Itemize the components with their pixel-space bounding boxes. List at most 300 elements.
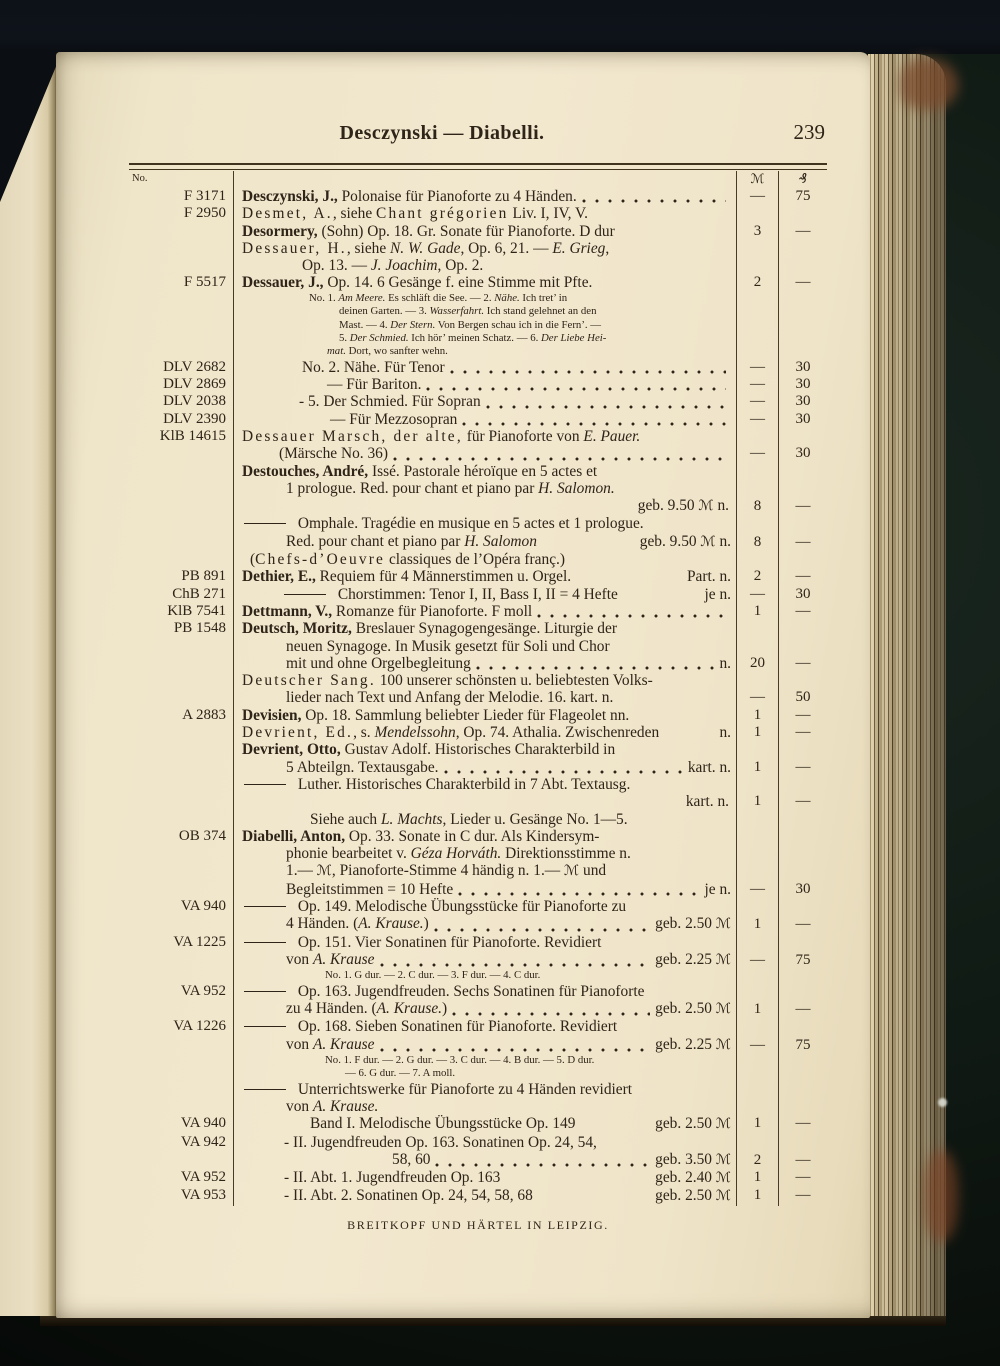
catalog-row — [129, 1187, 827, 1205]
catalog-number-cell: OB 374 — [178, 827, 226, 844]
entry-line — [242, 1134, 731, 1151]
entry-text-cell — [233, 1018, 737, 1054]
pfennig-column-header: ₰ — [778, 171, 827, 188]
text-segment: von — [286, 1097, 313, 1115]
text-segment: Géza Horváth. — [410, 845, 502, 863]
text-segment: Omphale. Tragédie en musique en 5 actes et 1 prologue. — [294, 515, 644, 533]
text-segment: 1.— — [286, 862, 317, 880]
mark-price-cell — [737, 1081, 778, 1116]
catalog-number-cell — [129, 463, 233, 516]
text-segment: lieder nach Text und Anfang der Melodie. 16. kart. n. — [286, 689, 614, 707]
dotted-leader — [462, 415, 726, 428]
mark-value: 1 — [753, 793, 762, 810]
text-segment: Dettmann, V., — [242, 602, 333, 620]
text-segment: A. Krause. — [358, 915, 424, 933]
mark-value: — — [750, 393, 765, 410]
page-number: 239 — [793, 120, 825, 144]
dotted-leader — [435, 1156, 650, 1169]
entry-text-cell — [233, 376, 737, 393]
entry-line — [242, 934, 731, 951]
text-segment: No. 1. G dur. — 2. C dur. — 3. F dur. — 4. C dur. — [325, 969, 541, 982]
entry-line — [242, 969, 731, 982]
publisher-imprint: BREITKOPF UND HÄRTEL IN LEIPZIG. — [347, 1217, 609, 1232]
pfennig-price-cell — [778, 934, 827, 970]
mark-value: 8 — [753, 498, 762, 515]
mark-price-cell — [737, 188, 778, 205]
entry-line — [242, 480, 731, 497]
pfennig-value: 30 — [795, 410, 811, 427]
text-segment: geb. 2.40 — [655, 1169, 716, 1187]
mark-value: 1 — [753, 758, 762, 775]
pfennig-value: 30 — [795, 358, 811, 375]
pfennig-value: — — [795, 274, 811, 291]
entry-text-cell — [233, 359, 737, 376]
mark-value: — — [750, 358, 765, 375]
mark-value: 1 — [753, 724, 762, 741]
text-segment: Ich hör’ meinen Schatz. — 6. — [408, 332, 541, 344]
text-segment: n. — [719, 724, 731, 742]
text-segment: Chefs-d’Oeuvre — [255, 551, 386, 569]
long-dash — [244, 784, 286, 785]
entry-line — [242, 551, 731, 568]
entry-line — [242, 223, 731, 240]
dotted-leader — [476, 659, 715, 672]
entry-line — [242, 983, 731, 1000]
catalog-row — [129, 411, 827, 428]
catalog-number-cell: VA 1225 — [173, 933, 226, 950]
entry-line — [242, 240, 731, 257]
text-segment: für Pianoforte von — [462, 428, 584, 445]
text-segment: ℳ — [564, 863, 580, 880]
no-column-header: No. — [132, 173, 148, 184]
catalog-row — [129, 376, 827, 393]
catalog-number-cell — [129, 776, 233, 811]
entry-text-cell — [233, 515, 737, 551]
text-segment: Diabelli, Anton, — [242, 827, 346, 845]
text-segment: Dessauer, J., — [242, 274, 324, 292]
pfennig-price-cell — [778, 1134, 827, 1170]
text-segment: 58, 60 — [392, 1150, 431, 1168]
catalog-row — [129, 463, 827, 516]
text-segment: Der Stern. — [390, 318, 436, 331]
entry-line — [242, 638, 731, 655]
catalog-number-cell: VA 940 — [180, 898, 226, 915]
mark-price-cell — [737, 898, 778, 934]
long-dash — [284, 594, 326, 595]
text-segment: ( — [250, 551, 256, 569]
mark-value: 20 — [750, 654, 765, 671]
mark-value: 2 — [753, 568, 762, 585]
pfennig-value: 30 — [795, 376, 811, 393]
pfennig-price-cell — [778, 776, 827, 811]
mark-value: — — [750, 410, 765, 427]
entry-text-cell — [233, 776, 737, 811]
catalog-row — [129, 620, 827, 672]
text-segment: E. Grieg — [552, 239, 606, 257]
text-segment: - II. Abt. 2. Sonatinen Op. 24, 54, 58, 68 — [284, 1187, 533, 1205]
dotted-leader — [582, 192, 726, 205]
text-segment: geb. 2.50 — [655, 1187, 716, 1205]
catalog-number-cell: DLV 2038 — [163, 393, 226, 410]
text-segment: Chant grégorien — [376, 205, 509, 223]
pfennig-value: — — [795, 1151, 811, 1168]
pfennig-value: — — [795, 602, 811, 619]
pfennig-price-cell — [778, 586, 827, 603]
pfennig-value: — — [795, 706, 811, 723]
text-segment: geb. 9.50 — [637, 497, 699, 515]
entry-line — [242, 951, 731, 969]
pfennig-price-cell — [778, 969, 827, 982]
catalog-row — [129, 223, 827, 240]
mark-value: 2 — [753, 274, 762, 291]
catalog-number-cell: KlB 7541 — [167, 602, 226, 619]
entry-line — [242, 274, 731, 291]
text-segment: ) — [442, 999, 448, 1017]
text-segment: Op. 33. Sonate in C dur. Als Kindersym- — [345, 827, 600, 845]
pfennig-price-cell — [778, 741, 827, 776]
pfennig-value: 75 — [795, 1036, 811, 1053]
catalog-number-cell — [129, 1081, 233, 1116]
entry-line — [242, 655, 731, 672]
entry-line — [242, 672, 731, 689]
mark-value: — — [750, 188, 765, 204]
header-double-rule — [129, 163, 827, 170]
text-segment: Destouches, André, — [242, 462, 369, 480]
pfennig-price-cell — [778, 188, 827, 205]
mark-price-cell — [737, 707, 778, 724]
pfennig-price-cell — [778, 515, 827, 551]
pfennig-value: 30 — [795, 393, 811, 410]
entry-text-cell — [233, 1134, 737, 1170]
mark-value: — — [750, 1036, 765, 1053]
entry-line — [242, 1054, 731, 1067]
text-segment: Deutsch, Moritz, — [242, 620, 352, 638]
dotted-leader — [486, 398, 726, 411]
text-segment: Ich stand gelehnet an den — [484, 305, 597, 318]
mark-price-cell — [737, 428, 778, 463]
page-header — [129, 122, 827, 152]
catalog-number-cell: DLV 2869 — [163, 376, 226, 393]
spacer — [576, 573, 682, 586]
text-segment: Op. 163. Jugendfreuden. Sechs Sonatinen für Pianoforte — [294, 982, 645, 1000]
entry-line — [242, 759, 731, 776]
entry-line — [242, 915, 731, 933]
text-segment: N. W. Gade — [390, 239, 461, 257]
entry-line — [242, 828, 731, 845]
table-header-row — [129, 171, 827, 188]
long-dash — [244, 1026, 286, 1027]
mark-price-cell — [737, 672, 778, 707]
mark-value: 1 — [753, 1115, 762, 1132]
spacer — [538, 1193, 650, 1206]
text-segment: Polonaise für Pianoforte zu 4 Händen. — [337, 188, 577, 205]
entry-line — [242, 603, 731, 620]
entry-text-cell — [233, 223, 737, 240]
pfennig-price-cell — [778, 724, 827, 741]
pfennig-price-cell — [778, 898, 827, 934]
text-segment: n. — [719, 654, 731, 672]
pfennig-value: 30 — [795, 445, 811, 462]
entry-text-cell — [233, 724, 737, 741]
catalog-row — [129, 969, 827, 982]
pfennig-price-cell — [778, 223, 827, 240]
entry-line — [242, 411, 731, 428]
pfennig-value: 50 — [795, 689, 811, 706]
text-segment: Issé. Pastorale héroïque en 5 actes et — [368, 462, 598, 480]
catalog-row — [129, 359, 827, 376]
text-segment: Von Bergen schau ich in die Fern’. — — [435, 318, 602, 331]
pfennig-price-cell — [778, 463, 827, 516]
catalog-row — [129, 551, 827, 568]
pfennig-value: — — [795, 498, 811, 515]
long-dash — [244, 906, 286, 907]
dotted-leader — [458, 885, 699, 898]
mark-price-cell — [737, 359, 778, 376]
entry-line — [242, 1098, 731, 1115]
catalog-number-cell — [129, 811, 233, 828]
catalog-number-cell: VA 953 — [180, 1187, 226, 1204]
catalog-row — [129, 205, 827, 222]
text-segment: 100 unserer schönsten u. beliebtesten Volks- — [375, 672, 653, 690]
catalog-number-cell: ChB 271 — [172, 585, 226, 602]
entry-line — [242, 741, 731, 758]
entry-line — [242, 881, 731, 898]
entry-text-cell — [233, 934, 737, 970]
pfennig-value: — — [795, 1115, 811, 1132]
catalog-row — [129, 1134, 827, 1170]
pfennig-price-cell — [778, 205, 827, 222]
catalog-number-cell: VA 942 — [180, 1133, 226, 1150]
dotted-leader — [537, 607, 726, 620]
long-dash — [244, 1089, 286, 1090]
mark-price-cell — [737, 223, 778, 240]
entry-line — [242, 376, 731, 393]
mark-price-cell — [737, 620, 778, 672]
pfennig-value: 75 — [795, 951, 811, 968]
text-segment: , Op. 6, 21. — — [460, 239, 553, 257]
pfennig-price-cell — [778, 828, 827, 898]
text-segment: Mendelssohn — [374, 724, 456, 742]
pfennig-value: — — [795, 1000, 811, 1017]
mark-price-cell — [737, 240, 778, 275]
catalog-number-cell — [129, 223, 233, 240]
text-segment: (Sohn) Op. 18. Gr. Sonate für Pianoforte. D dur — [317, 222, 615, 240]
text-segment: ℳ — [715, 1000, 731, 1017]
text-segment: Der Schmied. — [349, 332, 409, 344]
text-segment: No. 1. F dur. — 2. G dur. — 3. C dur. — 4. B dur. — 5. D dur. — [325, 1053, 595, 1066]
catalog-page — [56, 52, 870, 1318]
pfennig-value: — — [795, 222, 811, 239]
text-segment: L. Machts — [380, 810, 443, 828]
mark-price-cell — [737, 551, 778, 568]
pfennig-value: 30 — [795, 880, 811, 897]
text-segment: Deutscher Sang. — [242, 672, 376, 690]
entry-text-cell — [233, 551, 737, 568]
text-segment: Chorstimmen: Tenor I, II, Bass I, II = 4 Hefte — [334, 585, 618, 603]
text-segment: A. Krause — [312, 950, 375, 968]
text-segment: Requiem für 4 Männerstimmen u. Orgel. — [315, 568, 572, 586]
dotted-leader — [380, 956, 651, 969]
text-segment: Devisien, — [242, 706, 302, 724]
spacer — [505, 1174, 650, 1187]
pfennig-value: — — [795, 568, 811, 585]
text-segment: No. 1. — [309, 291, 339, 304]
catalog-row — [129, 898, 827, 934]
text-segment: Dort, wo sanfter wehn. — [345, 345, 448, 358]
catalog-row — [129, 828, 827, 898]
text-segment: geb. 3.50 — [655, 1150, 716, 1168]
pfennig-value: — — [795, 654, 811, 671]
text-segment: , Op. 74. Athalia. Zwischenreden — [455, 724, 660, 742]
entry-text-cell — [233, 188, 737, 205]
text-segment: — Für Bariton. — [327, 376, 422, 394]
catalog-row — [129, 707, 827, 724]
catalog-number-cell: F 5517 — [183, 274, 226, 291]
text-segment: A. Krause. — [376, 999, 443, 1017]
entry-line — [242, 845, 731, 862]
catalog-number-cell — [129, 741, 233, 776]
text-segment: geb. 9.50 — [639, 532, 701, 550]
text-segment: - II. Abt. 1. Jugendfreuden Op. 163 — [284, 1169, 501, 1187]
dotted-leader — [434, 921, 650, 934]
entry-text-cell — [233, 620, 737, 672]
mark-value: — — [750, 445, 765, 462]
text-segment: Desczynski, J., — [242, 188, 338, 205]
text-segment: Op. 149. Melodische Übungsstücke für Pianoforte zu — [294, 898, 627, 916]
catalog-number-cell — [129, 672, 233, 707]
catalog-row — [129, 603, 827, 620]
mark-price-cell — [737, 1115, 778, 1133]
mark-price-cell — [737, 411, 778, 428]
catalog-row — [129, 724, 827, 741]
pfennig-price-cell — [778, 983, 827, 1019]
entry-text-cell — [233, 586, 737, 603]
text-segment: Wasserfahrt. — [429, 305, 485, 318]
spacer — [623, 590, 700, 603]
mark-value: — — [750, 951, 765, 968]
pfennig-price-cell — [778, 1169, 827, 1187]
entry-text-cell — [233, 393, 737, 410]
entry-text-cell — [233, 707, 737, 724]
text-segment: geb. 2.50 — [655, 1115, 716, 1133]
dotted-leader — [380, 1041, 651, 1054]
mark-price-cell — [737, 1187, 778, 1205]
entry-text-cell — [233, 811, 737, 828]
text-segment: — Für Mezzosopran — [330, 410, 458, 428]
entry-line — [242, 497, 731, 515]
text-segment: kart. n. — [687, 758, 731, 776]
catalog-number-cell: KlB 14615 — [159, 428, 226, 444]
entry-line — [242, 811, 731, 828]
entry-line — [242, 533, 731, 551]
entry-line — [242, 205, 731, 222]
text-segment: A. Krause — [312, 1035, 375, 1053]
catalog-row — [129, 983, 827, 1019]
text-segment: Luther. Historisches Charakterbild in 7 Abt. Textausg. — [294, 775, 631, 793]
text-segment: A. Krause. — [312, 1097, 379, 1115]
background-top-shadow — [0, 0, 1000, 54]
catalog-table — [129, 171, 827, 1206]
entry-line — [242, 1000, 731, 1018]
catalog-number-cell — [129, 551, 233, 568]
entry-line — [242, 345, 731, 358]
spacer — [664, 728, 714, 741]
entry-text-cell — [233, 463, 737, 516]
text-segment: Der Liebe Hei- — [541, 332, 607, 344]
cover-glare-dot — [938, 1098, 947, 1107]
mark-value: 1 — [753, 916, 762, 933]
catalog-number-cell — [129, 969, 233, 982]
text-segment: , Pianoforte-Stimme 4 händig n. 1.— — [331, 862, 565, 880]
mark-value: 1 — [753, 706, 762, 723]
text-segment: Unterrichtswerke für Pianoforte zu 4 Händen revidiert — [294, 1080, 633, 1098]
pfennig-price-cell — [778, 1115, 827, 1133]
pfennig-price-cell — [778, 551, 827, 568]
entry-line — [242, 620, 731, 637]
text-segment: , siehe — [332, 205, 376, 223]
text-segment: — 6. G dur. — 7. A moll. — [345, 1067, 456, 1080]
entry-line — [242, 776, 731, 793]
text-segment: ℳ — [715, 1188, 731, 1205]
mark-price-cell — [737, 568, 778, 585]
text-segment: Siehe auch — [310, 810, 381, 828]
mark-price-cell — [737, 828, 778, 898]
text-segment: , Lieder u. Gesänge No. 1—5. — [442, 810, 628, 828]
text-segment: je n. — [704, 585, 731, 603]
pfennig-value: 75 — [795, 188, 811, 204]
mark-value: 3 — [753, 222, 762, 239]
entry-line — [242, 707, 731, 724]
pfennig-price-cell — [778, 811, 827, 828]
mark-price-cell — [737, 393, 778, 410]
catalog-row — [129, 776, 827, 811]
catalog-row — [129, 1081, 827, 1116]
text-segment: geb. 2.50 — [655, 915, 716, 933]
cover-wear-spot-top — [900, 58, 958, 110]
text-segment: Part. n. — [686, 568, 731, 586]
mark-value: — — [750, 880, 765, 897]
text-segment: ℳ — [715, 951, 731, 968]
mark-price-cell — [737, 776, 778, 811]
mark-price-cell — [737, 741, 778, 776]
catalog-number-cell — [129, 240, 233, 275]
entry-line — [242, 586, 731, 603]
entry-text-cell — [233, 274, 737, 358]
entry-line — [242, 862, 731, 880]
entry-text-cell — [233, 898, 737, 934]
entry-line — [242, 359, 731, 376]
spacer — [580, 1121, 650, 1134]
mark-price-cell — [737, 969, 778, 982]
dotted-leader — [450, 363, 726, 376]
text-segment: Dessauer, H. — [242, 239, 347, 257]
text-segment: Op. 14. 6 Gesänge f. eine Stimme mit Pfte. — [323, 274, 593, 292]
text-segment: Romanze für Pianoforte. F moll — [332, 602, 533, 620]
mark-price-cell — [737, 983, 778, 1019]
text-segment: ℳ — [715, 1036, 731, 1053]
entry-column-header — [233, 171, 737, 188]
text-segment: ) — [423, 915, 429, 933]
mark-price-cell — [737, 603, 778, 620]
text-segment: - 5. Der Schmied. Für Sopran — [299, 393, 481, 411]
text-segment: geb. 2.25 — [655, 950, 716, 968]
pfennig-value: — — [795, 533, 811, 550]
catalog-number-cell: DLV 2390 — [163, 410, 226, 427]
catalog-number-cell — [129, 724, 233, 741]
text-segment: , siehe — [346, 239, 391, 257]
text-segment: ℳ — [698, 498, 714, 515]
entry-text-cell — [233, 603, 737, 620]
